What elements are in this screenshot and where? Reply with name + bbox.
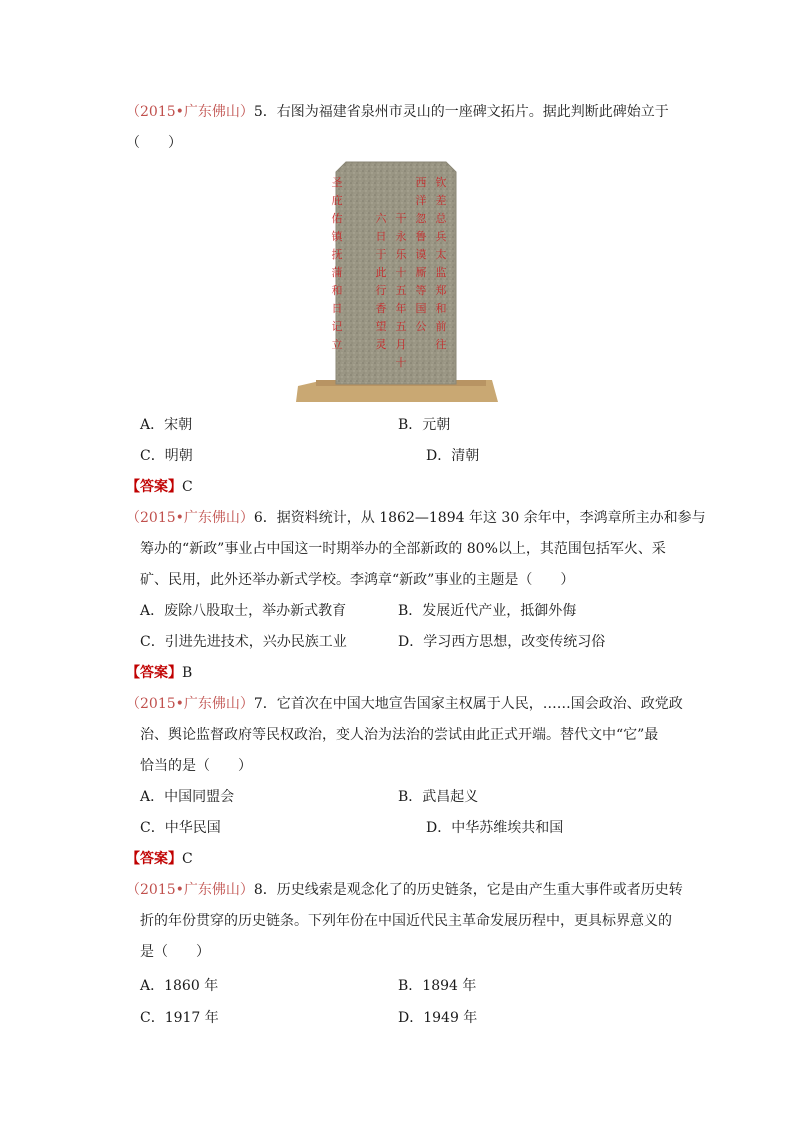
q6-option-a: A．废除八股取士，举办新式教育 bbox=[140, 603, 347, 619]
stele-character: 六 bbox=[375, 212, 387, 225]
stele-character: 记 bbox=[331, 320, 343, 333]
stele-character: 抚 bbox=[331, 248, 343, 261]
q8-option-b: B．1894 年 bbox=[398, 978, 477, 994]
stele-character: 太 bbox=[435, 248, 447, 261]
stele-character: 郑 bbox=[435, 284, 447, 297]
stele-character: 佑 bbox=[331, 212, 343, 225]
question-6-line-3: 矿、民用，此外还举办新式学校。李鸿章“新政”事业的主题是（ ） bbox=[140, 572, 575, 588]
q5-answer: 【答案】C bbox=[126, 479, 193, 495]
stele-character: 前 bbox=[435, 320, 447, 333]
q6-option-d: D．学习西方思想，改变传统习俗 bbox=[398, 634, 606, 650]
stele-character: 和 bbox=[331, 284, 343, 297]
stele-character: 忽 bbox=[415, 212, 427, 225]
question-source: （2015•广东佛山） bbox=[126, 696, 254, 712]
q5-option-b: B．元朝 bbox=[398, 417, 451, 433]
stele-character: 国 bbox=[415, 302, 427, 315]
stele-character: 和 bbox=[435, 302, 447, 315]
stele-rubbing-image bbox=[296, 158, 498, 402]
question-5-line-2: （ ） bbox=[126, 135, 182, 151]
q7-option-d: D．中华苏维埃共和国 bbox=[426, 820, 564, 836]
q6-option-b: B．发展近代产业，抵御外侮 bbox=[398, 603, 577, 619]
stele-character: 西 bbox=[415, 176, 427, 189]
stele-character: 永 bbox=[395, 230, 407, 243]
stele-character: 往 bbox=[435, 338, 447, 351]
stele-character: 镇 bbox=[331, 230, 343, 243]
question-source: （2015•广东佛山） bbox=[126, 104, 254, 120]
stele-character: 望 bbox=[375, 320, 387, 333]
q5-option-c: C．明朝 bbox=[140, 448, 193, 464]
question-6-line-2: 筹办的“新政”事业占中国这一时期举办的全部新政的 80%以上，其范围包括军火、采 bbox=[140, 541, 666, 557]
question-source: （2015•广东佛山） bbox=[126, 510, 254, 526]
stele-character: 兵 bbox=[435, 230, 447, 243]
stele-character: 公 bbox=[415, 320, 427, 333]
q6-option-c: C．引进先进技术，兴办民族工业 bbox=[140, 634, 347, 650]
stele-character: 年 bbox=[395, 302, 407, 315]
stele-character: 监 bbox=[435, 266, 447, 279]
q6-answer: 【答案】B bbox=[126, 665, 193, 681]
stele-character: 十 bbox=[395, 356, 407, 369]
q7-answer: 【答案】C bbox=[126, 851, 193, 867]
stele-character: 日 bbox=[375, 230, 387, 243]
stele-character: 五 bbox=[395, 284, 407, 297]
stele-character: 月 bbox=[395, 338, 407, 351]
stele-character: 谟 bbox=[415, 248, 427, 261]
stele-character: 鲁 bbox=[415, 230, 427, 243]
stele-character: 总 bbox=[435, 212, 447, 225]
question-7-line-2: 治、舆论监督政府等民权政治，变人治为法治的尝试由此正式开端。替代文中“它”最 bbox=[140, 727, 659, 743]
q5-option-a: A．宋朝 bbox=[140, 417, 193, 433]
q5-option-d: D．清朝 bbox=[426, 448, 480, 464]
stele-character: 等 bbox=[415, 284, 427, 297]
stele-svg bbox=[296, 158, 498, 402]
stele-character: 洋 bbox=[415, 194, 427, 207]
q8-option-c: C．1917 年 bbox=[140, 1010, 219, 1026]
stele-character: 干 bbox=[395, 212, 407, 225]
q8-option-d: D．1949 年 bbox=[398, 1010, 478, 1026]
stele-character: 十 bbox=[395, 266, 407, 279]
stele-character: 香 bbox=[375, 302, 387, 315]
stele-character: 圣 bbox=[331, 176, 343, 189]
question-source: （2015•广东佛山） bbox=[126, 882, 254, 898]
q7-option-b: B．武昌起义 bbox=[398, 789, 479, 805]
question-7-line-1: （2015•广东佛山）7．它首次在中国大地宣告国家主权属于人民，……国会政治、政党政 bbox=[126, 696, 683, 712]
stele-character: 蒲 bbox=[331, 266, 343, 279]
stele-character: 钦 bbox=[435, 176, 447, 189]
stele-character: 行 bbox=[375, 284, 387, 297]
stele-character: 厮 bbox=[415, 266, 427, 279]
stele-character: 庇 bbox=[331, 194, 343, 207]
stele-character: 日 bbox=[331, 302, 343, 315]
question-5-line-1: （2015•广东佛山）5．右图为福建省泉州市灵山的一座碑文拓片。据此判断此碑始立于 bbox=[126, 104, 669, 120]
stele-character: 五 bbox=[395, 320, 407, 333]
stele-character: 差 bbox=[435, 194, 447, 207]
question-8-line-3: 是（ ） bbox=[140, 944, 210, 960]
question-8-line-1: （2015•广东佛山）8．历史线索是观念化了的历史链条，它是由产生重大事件或者历史转 bbox=[126, 882, 683, 898]
question-7-line-3: 恰当的是（ ） bbox=[140, 758, 252, 774]
stele-character: 于 bbox=[375, 248, 387, 261]
question-6-line-1: （2015•广东佛山）6．据资料统计，从 1862—1894 年这 30 余年中，李鸿章所主办和参与 bbox=[126, 510, 706, 526]
stele-character: 灵 bbox=[375, 338, 387, 351]
stele-character: 立 bbox=[331, 338, 343, 351]
q7-option-c: C．中华民国 bbox=[140, 820, 221, 836]
stele-character: 乐 bbox=[395, 248, 407, 261]
q7-option-a: A．中国同盟会 bbox=[140, 789, 235, 805]
stele-character: 此 bbox=[375, 266, 387, 279]
q8-option-a: A．1860 年 bbox=[140, 978, 219, 994]
question-8-line-2: 折的年份贯穿的历史链条。下列年份在中国近代民主革命发展历程中，更具标界意义的 bbox=[140, 913, 672, 929]
